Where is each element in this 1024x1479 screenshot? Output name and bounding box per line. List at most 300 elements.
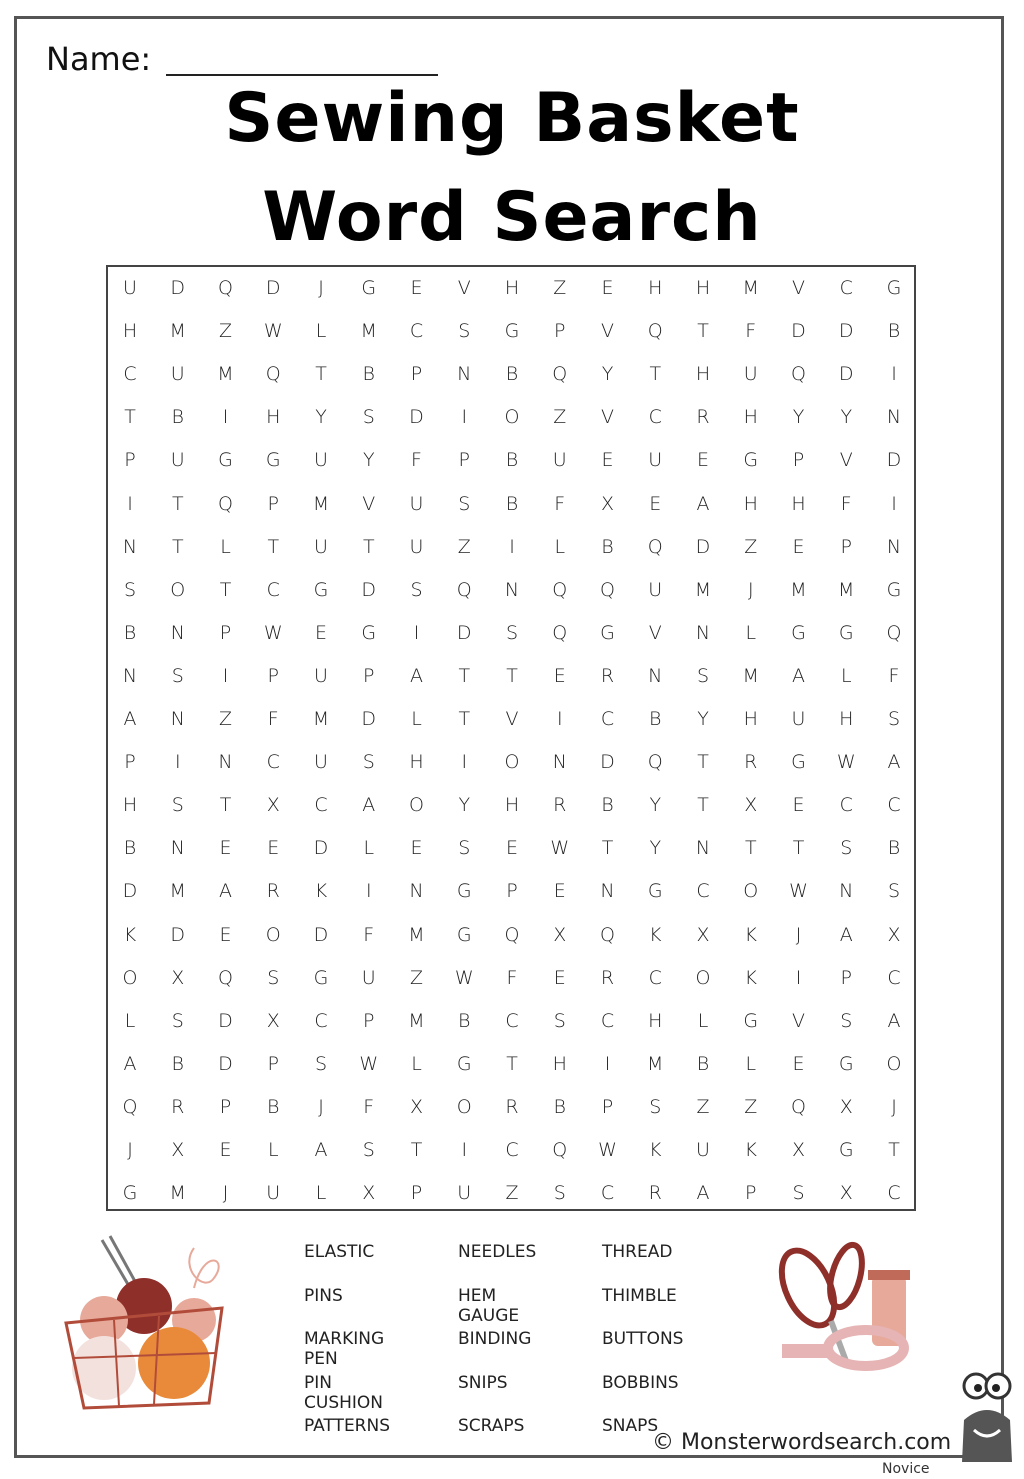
grid-letter[interactable]: D	[409, 406, 424, 429]
grid-letter[interactable]: T	[124, 406, 136, 429]
grid-letter[interactable]: M	[169, 320, 186, 343]
grid-letter[interactable]: S	[458, 492, 471, 515]
grid-letter[interactable]: Y	[362, 449, 375, 472]
grid-letter[interactable]: I	[222, 406, 229, 429]
grid-letter[interactable]: C	[409, 320, 424, 343]
grid-letter[interactable]: Y	[601, 363, 614, 386]
grid-letter[interactable]: S	[505, 621, 519, 644]
grid-letter[interactable]: P	[410, 363, 423, 386]
grid-letter[interactable]: G	[743, 1009, 759, 1032]
grid-letter[interactable]: P	[124, 449, 136, 472]
grid-letter[interactable]: E	[410, 837, 423, 860]
grid-letter[interactable]: J	[127, 1139, 133, 1161]
grid-letter[interactable]: J	[795, 923, 802, 946]
grid-letter[interactable]: S	[553, 1182, 566, 1205]
grid-letter[interactable]: C	[648, 966, 662, 989]
grid-letter[interactable]: G	[456, 1052, 472, 1075]
grid-letter[interactable]: N	[170, 621, 185, 644]
grid-letter[interactable]: P	[601, 1095, 614, 1118]
grid-letter[interactable]: O	[265, 923, 281, 946]
grid-letter[interactable]: Y	[697, 708, 709, 730]
grid-letter[interactable]: K	[744, 923, 757, 946]
grid-letter[interactable]: A	[792, 664, 805, 687]
grid-letter[interactable]: U	[314, 535, 328, 558]
grid-letter[interactable]: Q	[552, 621, 568, 644]
grid-letter[interactable]: C	[505, 1139, 519, 1161]
grid-letter[interactable]: O	[743, 880, 759, 903]
grid-letter[interactable]: Q	[600, 578, 615, 601]
grid-letter[interactable]: D	[265, 277, 281, 299]
grid-letter[interactable]: U	[314, 664, 328, 687]
grid-letter[interactable]: A	[887, 1009, 901, 1032]
grid-letter[interactable]: Z	[457, 535, 471, 558]
grid-letter[interactable]: Q	[552, 578, 568, 601]
grid-letter[interactable]: T	[744, 837, 757, 860]
letter-grid[interactable]	[106, 265, 916, 1211]
grid-letter[interactable]: O	[886, 1052, 902, 1075]
grid-letter[interactable]: L	[411, 1052, 422, 1075]
grid-letter[interactable]: I	[891, 492, 897, 515]
grid-letter[interactable]: P	[219, 1095, 232, 1118]
grid-letter[interactable]: B	[171, 1052, 184, 1075]
grid-letter[interactable]: O	[695, 966, 711, 989]
grid-letter[interactable]: Y	[315, 406, 327, 429]
grid-letter[interactable]: B	[123, 837, 137, 860]
grid-letter[interactable]: A	[410, 664, 423, 687]
grid-letter[interactable]: V	[648, 621, 662, 644]
grid-letter[interactable]: U	[648, 578, 663, 601]
grid-letter[interactable]: L	[697, 1009, 709, 1032]
grid-letter[interactable]: C	[887, 966, 901, 989]
grid-letter[interactable]: Q	[218, 492, 233, 515]
grid-letter[interactable]: U	[361, 966, 376, 989]
grid-letter[interactable]: N	[170, 837, 185, 860]
grid-letter[interactable]: W	[836, 751, 856, 774]
grid-letter[interactable]: Q	[552, 363, 568, 386]
grid-letter[interactable]: R	[600, 664, 615, 687]
grid-letter[interactable]: L	[745, 1052, 757, 1075]
grid-letter[interactable]: Z	[218, 708, 233, 730]
grid-letter[interactable]: C	[887, 1182, 901, 1205]
grid-letter[interactable]: E	[792, 794, 805, 817]
grid-letter[interactable]: T	[219, 578, 232, 601]
grid-letter[interactable]: S	[362, 751, 375, 774]
grid-letter[interactable]: S	[458, 837, 471, 860]
grid-letter[interactable]: Z	[505, 1182, 519, 1205]
grid-letter[interactable]: T	[458, 708, 471, 730]
grid-letter[interactable]: K	[744, 966, 757, 989]
grid-letter[interactable]: U	[696, 1139, 710, 1161]
grid-letter[interactable]: P	[267, 492, 279, 515]
grid-letter[interactable]: S	[840, 837, 853, 860]
grid-letter[interactable]: B	[553, 1095, 566, 1118]
grid-letter[interactable]: E	[792, 1052, 805, 1075]
grid-letter[interactable]: W	[789, 880, 808, 903]
grid-letter[interactable]: N	[648, 664, 663, 687]
grid-letter[interactable]: B	[458, 1009, 471, 1032]
grid-letter[interactable]: L	[315, 320, 327, 343]
grid-letter[interactable]: U	[552, 449, 567, 472]
grid-letter[interactable]: E	[219, 1139, 232, 1161]
grid-letter[interactable]: G	[743, 449, 759, 472]
grid-letter[interactable]: M	[790, 578, 807, 601]
grid-letter[interactable]: P	[745, 1182, 757, 1205]
grid-letter[interactable]: T	[792, 837, 805, 860]
grid-letter[interactable]: N	[695, 621, 711, 644]
grid-letter[interactable]: B	[267, 1095, 280, 1118]
grid-letter[interactable]: P	[506, 880, 518, 903]
grid-letter[interactable]: C	[600, 1182, 615, 1205]
grid-letter[interactable]: D	[313, 923, 329, 946]
grid-letter[interactable]: F	[506, 966, 518, 989]
grid-letter[interactable]: X	[600, 492, 615, 515]
grid-letter[interactable]: H	[695, 277, 711, 299]
grid-letter[interactable]: I	[461, 1139, 468, 1161]
grid-letter[interactable]: C	[839, 794, 853, 817]
grid-letter[interactable]: D	[791, 320, 806, 343]
grid-letter[interactable]: D	[886, 449, 902, 472]
grid-letter[interactable]: N	[218, 751, 233, 774]
grid-letter[interactable]: M	[360, 320, 377, 343]
grid-letter[interactable]: M	[694, 578, 712, 601]
grid-letter[interactable]: H	[122, 794, 138, 817]
grid-letter[interactable]: H	[695, 363, 711, 386]
grid-letter[interactable]: D	[600, 751, 615, 774]
grid-letter[interactable]: I	[127, 492, 133, 515]
grid-letter[interactable]: E	[505, 837, 518, 860]
grid-letter[interactable]: G	[838, 1052, 854, 1075]
grid-letter[interactable]: S	[362, 1139, 375, 1161]
grid-letter[interactable]: X	[553, 923, 567, 946]
grid-letter[interactable]: C	[314, 1009, 328, 1032]
grid-letter[interactable]: M	[647, 1052, 664, 1075]
grid-letter[interactable]: T	[888, 1139, 900, 1161]
grid-letter[interactable]: N	[839, 880, 854, 903]
grid-letter[interactable]: V	[839, 449, 853, 472]
grid-letter[interactable]: A	[123, 708, 137, 730]
grid-letter[interactable]: A	[219, 880, 232, 903]
grid-letter[interactable]: S	[458, 320, 471, 343]
grid-letter[interactable]: I	[174, 751, 181, 774]
grid-letter[interactable]: H	[504, 794, 520, 817]
grid-letter[interactable]: T	[697, 794, 709, 817]
grid-letter[interactable]: L	[745, 621, 757, 644]
grid-letter[interactable]: P	[840, 966, 852, 989]
grid-letter[interactable]: E	[601, 277, 614, 299]
grid-letter[interactable]: J	[747, 578, 754, 601]
grid-letter[interactable]: L	[411, 708, 422, 730]
grid-letter[interactable]: F	[745, 320, 757, 343]
grid-letter[interactable]: C	[505, 1009, 519, 1032]
grid-letter[interactable]: U	[314, 751, 328, 774]
grid-letter[interactable]: N	[695, 837, 711, 860]
grid-letter[interactable]: X	[266, 1009, 280, 1032]
grid-letter[interactable]: G	[791, 751, 806, 774]
grid-letter[interactable]: Q	[456, 578, 472, 601]
grid-letter[interactable]: S	[887, 880, 901, 903]
grid-letter[interactable]: O	[504, 751, 520, 774]
grid-letter[interactable]: S	[792, 1182, 805, 1205]
grid-letter[interactable]: E	[219, 923, 232, 946]
grid-letter[interactable]: P	[554, 320, 566, 343]
grid-letter[interactable]: D	[122, 880, 138, 903]
grid-letter[interactable]: M	[217, 363, 234, 386]
grid-letter[interactable]: N	[409, 880, 424, 903]
grid-letter[interactable]: B	[601, 794, 614, 817]
grid-letter[interactable]: P	[267, 1052, 279, 1075]
grid-letter[interactable]: C	[600, 1009, 615, 1032]
grid-letter[interactable]: L	[554, 535, 566, 558]
grid-letter[interactable]: H	[743, 492, 758, 515]
grid-letter[interactable]: H	[409, 751, 424, 774]
grid-letter[interactable]: F	[888, 664, 900, 687]
grid-letter[interactable]: T	[362, 535, 375, 558]
grid-letter[interactable]: N	[122, 664, 138, 687]
grid-letter[interactable]: T	[697, 751, 709, 774]
grid-letter[interactable]: E	[696, 449, 709, 472]
grid-letter[interactable]: O	[409, 794, 424, 817]
grid-letter[interactable]: D	[838, 320, 854, 343]
grid-letter[interactable]: A	[696, 492, 710, 515]
grid-letter[interactable]: B	[601, 535, 614, 558]
grid-letter[interactable]: K	[314, 880, 328, 903]
grid-letter[interactable]: U	[314, 449, 328, 472]
grid-letter[interactable]: W	[359, 1052, 379, 1075]
grid-letter[interactable]: P	[792, 449, 805, 472]
grid-letter[interactable]: F	[363, 923, 375, 946]
grid-letter[interactable]: H	[648, 277, 663, 299]
grid-letter[interactable]: C	[314, 794, 328, 817]
grid-letter[interactable]: U	[170, 363, 185, 386]
grid-letter[interactable]: D	[456, 621, 472, 644]
grid-letter[interactable]: L	[363, 837, 375, 860]
grid-letter[interactable]: M	[408, 923, 425, 946]
grid-letter[interactable]: T	[506, 664, 518, 687]
grid-letter[interactable]: E	[410, 277, 423, 299]
grid-letter[interactable]: V	[457, 277, 471, 299]
grid-letter[interactable]: P	[363, 1009, 375, 1032]
name-field-line[interactable]	[166, 74, 438, 76]
grid-letter[interactable]: C	[266, 578, 280, 601]
grid-letter[interactable]: B	[123, 621, 137, 644]
grid-letter[interactable]: T	[410, 1139, 423, 1161]
grid-letter[interactable]: P	[267, 664, 279, 687]
grid-letter[interactable]: T	[506, 1052, 518, 1075]
grid-letter[interactable]: G	[313, 966, 329, 989]
grid-letter[interactable]: W	[598, 1139, 617, 1161]
grid-letter[interactable]: R	[171, 1095, 185, 1118]
grid-letter[interactable]: S	[649, 1095, 662, 1118]
grid-letter[interactable]: C	[123, 363, 137, 386]
grid-letter[interactable]: N	[552, 751, 567, 774]
grid-letter[interactable]: G	[456, 923, 472, 946]
grid-letter[interactable]: F	[363, 1095, 375, 1118]
grid-letter[interactable]: G	[361, 277, 377, 299]
grid-letter[interactable]: A	[314, 1139, 328, 1161]
grid-letter[interactable]: E	[601, 449, 614, 472]
grid-letter[interactable]: D	[170, 277, 186, 299]
grid-letter[interactable]: B	[505, 363, 519, 386]
grid-letter[interactable]: R	[505, 1095, 519, 1118]
grid-letter[interactable]: V	[601, 406, 614, 429]
grid-letter[interactable]: S	[123, 578, 137, 601]
grid-letter[interactable]: T	[171, 535, 184, 558]
grid-letter[interactable]: N	[886, 406, 902, 429]
grid-letter[interactable]: S	[840, 1009, 853, 1032]
grid-letter[interactable]: B	[649, 708, 662, 730]
grid-letter[interactable]: S	[553, 1009, 566, 1032]
grid-letter[interactable]: L	[840, 664, 852, 687]
grid-letter[interactable]: U	[266, 1182, 281, 1205]
grid-letter[interactable]: Y	[792, 406, 805, 429]
grid-letter[interactable]: I	[222, 664, 229, 687]
grid-letter[interactable]: I	[556, 708, 563, 730]
grid-letter[interactable]: S	[887, 708, 901, 730]
grid-letter[interactable]: W	[263, 621, 283, 644]
grid-letter[interactable]: K	[744, 1139, 757, 1161]
grid-letter[interactable]: A	[123, 1052, 137, 1075]
grid-letter[interactable]: E	[267, 837, 280, 860]
grid-letter[interactable]: B	[887, 837, 901, 860]
grid-letter[interactable]: X	[744, 794, 758, 817]
grid-letter[interactable]: U	[409, 535, 424, 558]
grid-letter[interactable]: G	[647, 880, 663, 903]
grid-letter[interactable]: J	[318, 277, 324, 299]
grid-letter[interactable]: X	[171, 1139, 185, 1161]
grid-letter[interactable]: S	[362, 406, 375, 429]
grid-letter[interactable]: F	[554, 492, 566, 515]
grid-letter[interactable]: G	[456, 880, 472, 903]
grid-letter[interactable]: M	[742, 277, 759, 299]
grid-letter[interactable]: D	[695, 535, 711, 558]
grid-letter[interactable]: I	[604, 1052, 611, 1075]
grid-letter[interactable]: Q	[647, 535, 663, 558]
grid-letter[interactable]: T	[697, 320, 709, 343]
grid-letter[interactable]: G	[791, 621, 806, 644]
grid-letter[interactable]: N	[170, 708, 185, 730]
grid-letter[interactable]: M	[742, 664, 759, 687]
grid-letter[interactable]: N	[504, 578, 520, 601]
grid-letter[interactable]: G	[265, 449, 281, 472]
grid-letter[interactable]: U	[409, 492, 424, 515]
grid-letter[interactable]: Y	[649, 837, 662, 860]
grid-letter[interactable]: U	[648, 449, 663, 472]
grid-letter[interactable]: X	[839, 1095, 853, 1118]
grid-letter[interactable]: S	[171, 664, 184, 687]
grid-letter[interactable]: U	[791, 708, 806, 730]
grid-letter[interactable]: S	[696, 664, 710, 687]
grid-letter[interactable]: B	[505, 492, 519, 515]
grid-letter[interactable]: E	[792, 535, 805, 558]
grid-letter[interactable]: E	[553, 664, 566, 687]
grid-letter[interactable]: B	[505, 449, 519, 472]
grid-letter[interactable]: L	[124, 1009, 136, 1032]
grid-letter[interactable]: S	[410, 578, 423, 601]
grid-letter[interactable]: S	[314, 1052, 328, 1075]
grid-letter[interactable]: Q	[504, 923, 520, 946]
grid-letter[interactable]: V	[601, 320, 614, 343]
grid-letter[interactable]: G	[313, 578, 329, 601]
grid-letter[interactable]: R	[600, 966, 615, 989]
grid-letter[interactable]: P	[363, 664, 375, 687]
grid-letter[interactable]: Y	[840, 406, 853, 429]
grid-letter[interactable]: Q	[791, 363, 806, 386]
grid-letter[interactable]: W	[454, 966, 474, 989]
grid-letter[interactable]: O	[170, 578, 186, 601]
grid-letter[interactable]: B	[362, 363, 375, 386]
grid-letter[interactable]: M	[312, 492, 330, 515]
grid-letter[interactable]: R	[553, 794, 567, 817]
grid-letter[interactable]: L	[220, 535, 231, 558]
grid-letter[interactable]: G	[122, 1182, 138, 1205]
grid-letter[interactable]: E	[314, 621, 327, 644]
grid-letter[interactable]: Q	[647, 320, 663, 343]
grid-letter[interactable]: W	[550, 837, 570, 860]
grid-letter[interactable]: R	[648, 1182, 662, 1205]
grid-letter[interactable]: C	[600, 708, 615, 730]
grid-letter[interactable]: T	[315, 363, 327, 386]
grid-letter[interactable]: D	[313, 837, 329, 860]
grid-letter[interactable]: X	[887, 923, 901, 946]
grid-letter[interactable]: T	[171, 492, 184, 515]
grid-letter[interactable]: R	[696, 406, 710, 429]
grid-letter[interactable]: V	[792, 277, 805, 299]
grid-letter[interactable]: I	[413, 621, 420, 644]
grid-letter[interactable]: G	[838, 621, 854, 644]
grid-letter[interactable]: D	[838, 363, 854, 386]
grid-letter[interactable]: Z	[696, 1095, 710, 1118]
grid-letter[interactable]: D	[218, 1009, 233, 1032]
grid-letter[interactable]: Q	[791, 1095, 806, 1118]
grid-letter[interactable]: K	[123, 923, 137, 946]
grid-letter[interactable]: Z	[553, 277, 567, 299]
grid-letter[interactable]: C	[266, 751, 280, 774]
grid-letter[interactable]: F	[840, 492, 852, 515]
grid-letter[interactable]: V	[362, 492, 376, 515]
grid-letter[interactable]: O	[122, 966, 138, 989]
grid-letter[interactable]: D	[361, 708, 377, 730]
grid-letter[interactable]: Q	[218, 966, 233, 989]
grid-letter[interactable]: Q	[552, 1139, 568, 1161]
grid-letter[interactable]: L	[315, 1182, 327, 1205]
grid-letter[interactable]: H	[839, 708, 854, 730]
grid-letter[interactable]: S	[267, 966, 280, 989]
grid-letter[interactable]: T	[601, 837, 614, 860]
grid-letter[interactable]: A	[839, 923, 853, 946]
grid-letter[interactable]: Q	[218, 277, 233, 299]
grid-letter[interactable]: H	[552, 1052, 567, 1075]
grid-letter[interactable]: N	[600, 880, 615, 903]
grid-letter[interactable]: D	[218, 1052, 233, 1075]
grid-letter[interactable]: P	[458, 449, 470, 472]
grid-letter[interactable]: C	[648, 406, 662, 429]
grid-letter[interactable]: O	[456, 1095, 472, 1118]
grid-letter[interactable]: T	[649, 363, 662, 386]
grid-letter[interactable]: G	[886, 277, 902, 299]
grid-letter[interactable]: C	[839, 277, 853, 299]
grid-letter[interactable]: U	[170, 449, 185, 472]
grid-letter[interactable]: E	[553, 966, 566, 989]
grid-letter[interactable]: X	[696, 923, 710, 946]
grid-letter[interactable]: E	[649, 492, 662, 515]
grid-letter[interactable]: O	[504, 406, 520, 429]
grid-letter[interactable]: T	[267, 535, 280, 558]
grid-letter[interactable]: C	[696, 880, 710, 903]
grid-letter[interactable]: A	[887, 751, 901, 774]
grid-letter[interactable]: U	[123, 277, 137, 299]
grid-letter[interactable]: I	[509, 535, 515, 558]
grid-letter[interactable]: X	[409, 1095, 424, 1118]
